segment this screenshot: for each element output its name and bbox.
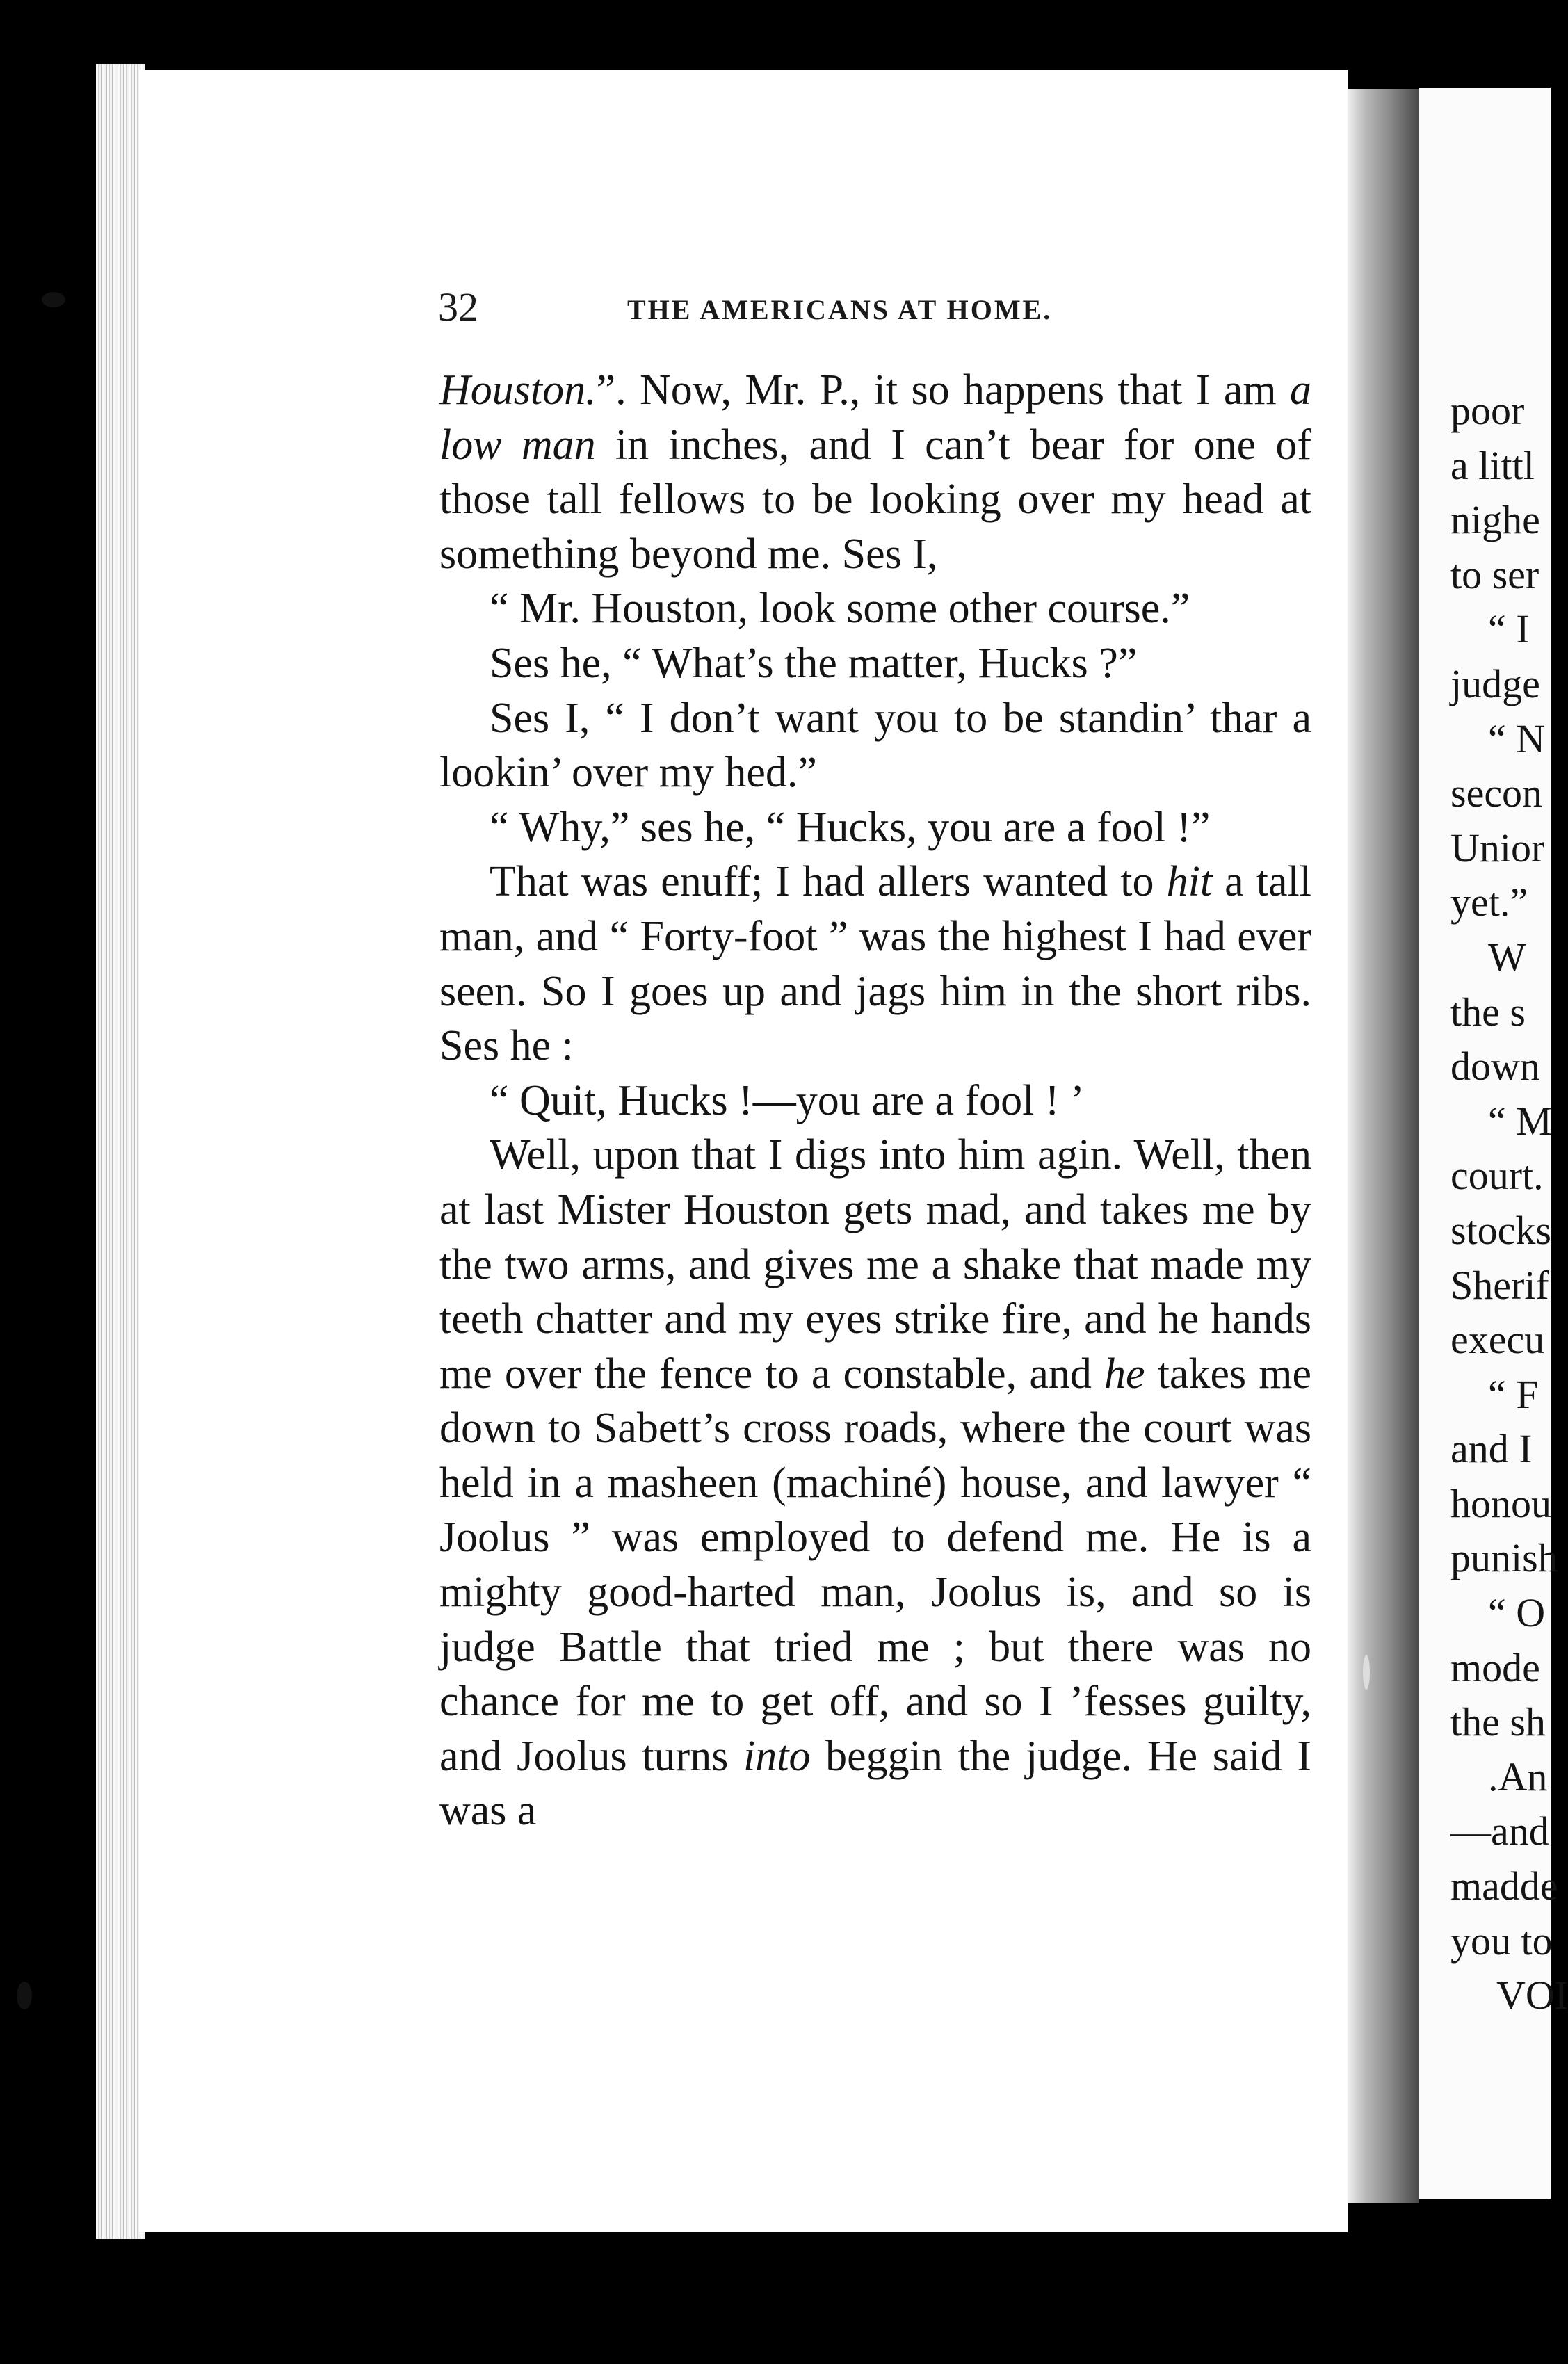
- running-head: THE AMERICANS AT HOME.: [627, 294, 1053, 325]
- page-number: 32: [438, 284, 478, 330]
- facing-line: court.: [1450, 1153, 1544, 1199]
- paragraph: Ses he, “ What’s the matter, Hucks ?”: [490, 639, 1138, 687]
- facing-line: execu: [1450, 1317, 1545, 1363]
- facing-line: stocks: [1450, 1207, 1551, 1253]
- facing-line: .An: [1488, 1754, 1548, 1799]
- paragraph: [439, 1128, 1311, 1838]
- facing-line: down: [1450, 1044, 1540, 1090]
- facing-line: to ser: [1450, 551, 1539, 597]
- page-header: [438, 284, 1314, 332]
- body-text: [439, 363, 1311, 1838]
- paragraph: [439, 363, 1311, 581]
- facing-line: poor: [1450, 388, 1525, 433]
- text-run: in inches, and I can’t bear for one of those tall fellows to be looking over my head at something beyond me. Ses I,: [439, 421, 1312, 578]
- italic-run: hit: [1166, 858, 1213, 906]
- facing-line: —and: [1450, 1808, 1549, 1854]
- facing-line: yet.”: [1450, 880, 1528, 925]
- text-run: a tall man, and “ Forty-foot ” was the highest I had ever seen. So I goes up and jags him in the short ribs. Ses he :: [439, 858, 1311, 1070]
- paragraph: “ Quit, Hucks !—you are a fool ! ’: [490, 1076, 1085, 1124]
- facing-line: mode: [1450, 1644, 1540, 1690]
- facing-line: honou: [1450, 1480, 1551, 1526]
- italic-run: into: [743, 1732, 811, 1780]
- facing-line: Unior: [1450, 825, 1545, 871]
- facing-line: and I: [1450, 1426, 1533, 1472]
- text-run: ”. Now, Mr. P., it so happens that I am: [596, 366, 1290, 414]
- facing-line: the s: [1450, 989, 1526, 1035]
- facing-line: a littl: [1450, 442, 1535, 488]
- italic-run: Houston.: [439, 366, 597, 414]
- scan-speck: [17, 1982, 32, 2009]
- scan-speck: [1363, 1655, 1370, 1690]
- facing-line: “ I: [1488, 606, 1530, 652]
- facing-line: VOI: [1496, 1973, 1568, 2018]
- paragraph: Ses I, “ I don’t want you to be standin’ thar a lookin’ over my hed.”: [439, 694, 1311, 797]
- facing-line: “ N: [1488, 715, 1546, 761]
- facing-page-text: [1450, 384, 1568, 2023]
- facing-line: “ M: [1488, 1098, 1552, 1144]
- paragraph: “ Mr. Houston, look some other course.”: [490, 585, 1190, 633]
- text-run: beggin the judge. He said I was a: [439, 1732, 1311, 1835]
- paragraph: “ Why,” ses he, “ Hucks, you are a fool !”: [490, 803, 1211, 851]
- italic-run: he: [1104, 1350, 1145, 1398]
- facing-line: judge: [1450, 661, 1540, 706]
- facing-line: W: [1488, 934, 1526, 980]
- facing-line: madde: [1450, 1863, 1558, 1909]
- italic-run: a low man: [439, 366, 1311, 469]
- facing-line: you to: [1450, 1918, 1553, 1964]
- facing-line: Sherif: [1450, 1262, 1549, 1308]
- scan-speck: [42, 292, 65, 307]
- paragraph: [439, 855, 1311, 1073]
- text-run: Well, upon that I digs into him agin. Well, then at last Mister Houston gets mad, and takes me by the two arms, and gives me a shake that made my teeth chatter and my eyes strike fire, and he hands me over the fence to a constable, and: [439, 1131, 1311, 1398]
- page-edge-stack: [96, 64, 145, 2239]
- facing-line: “ F: [1488, 1371, 1539, 1417]
- facing-line: nighe: [1450, 497, 1540, 543]
- facing-line: “ O: [1488, 1590, 1546, 1636]
- book-gutter-shadow: [1348, 89, 1419, 2203]
- facing-line: punish: [1450, 1535, 1558, 1581]
- facing-line: the sh: [1450, 1699, 1546, 1745]
- text-run: That was enuff; I had allers wanted to: [490, 858, 1167, 906]
- text-run: takes me down to Sabett’s cross roads, where the court was held in a masheen (machiné) house, and lawyer “ Joolus ” was employed to defend me. He is a mighty good-harted man, Joolus is, and so is judge Battle that tried me ; but there was no chance for me to get off, and so I ’fesses guilty, and Joolus turns: [439, 1350, 1311, 1780]
- facing-line: secon: [1450, 770, 1543, 816]
